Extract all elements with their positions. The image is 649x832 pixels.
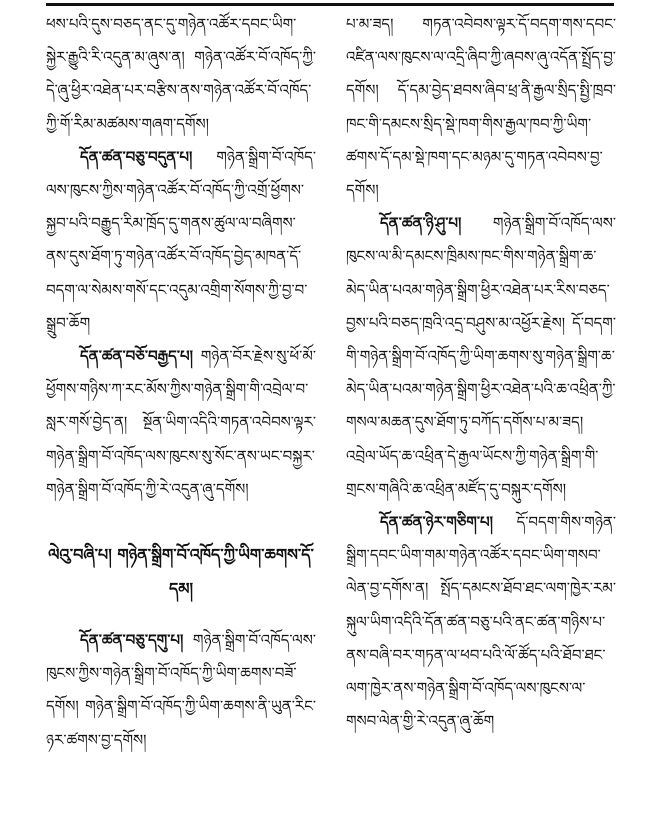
paragraph [46, 8, 316, 141]
article-heading: དོན་ཚན་བཅུ་དགུ་པ། [80, 631, 184, 650]
article-text: གཉེན་སྒྲིག་བོ་འཁོད་ལས་ཁུངས་ཀྱིས་གཉེན་སྒྲིག་བོ་འཁོད་ཀྱི་ཡིག་ཆགས་བཟོ་དགོས། གཉེན་སྒྲིག་བོ་འཁོད་ཀྱི་ཡིག་ཆགས་ནི་ཡུན་རིང་ཉར་ཚགས་བྱ་དགོས། [46, 631, 316, 749]
article-heading: དོན་ཚན་ཉེར་གཅིག་པ། [380, 513, 493, 532]
article-20 [346, 207, 616, 506]
paragraph-text: ཕས་པའི་དུས་བཅད་ནང་དུ་གཉེན་འཚོར་དབང་ཡིག་སྐྱེར་རྒྱུའི་རི་འདུན་མ་ཞུས་ན། གཉེན་འཚོར་བོ་འཁོད་ཀྱི་དེ་ཞུ་ཕྱིར་འཐེན་པར་བརྩིས་ནས་གཉེན་འཚོར་བོ་འཁོད་ཀྱི་གོ་རིམ་མཚམས་གཞག་དགོས། [46, 15, 316, 133]
article-19 [46, 624, 316, 757]
article-21 [346, 506, 616, 738]
article-heading: དོན་ཚན་བཅོ་བརྒྱད་པ། [80, 347, 193, 366]
article-heading: དོན་ཚན་བཅུ་བདུན་པ། [80, 147, 193, 166]
article-text: གཉེན་སྒྲིག་བོ་འཁོད་ལས་ཁུངས་ཀྱིས་གཉེན་འཚོར་བོ་འཁོད་ཀྱི་འགྲོ་ཕྱོགས་སྐྱབ་པའི་བརྒྱུད་རིམ་ཁྲོད་དུ་གནས་ཚུལ་ལ་བཞིགས་ནས་དུས་ཐོག་ཏུ་གཉེན་འཚོར་བོ་འཁོད་བྱེད་མཁན་དོ་བདག་ལ་སེམས་གསོ་དང་འདུམ་འགྲིག་སོགས་ཀྱི་བྱ་བ་སྒྲུབ་ཆོག [46, 147, 316, 332]
chapter-title: ལེའུ་བཞི་པ། གཉེན་སྒྲིག་བོ་འཁོད་ཀྱི་ཡིག་ཆགས་དོ་དམ། [48, 545, 314, 599]
right-column [346, 8, 616, 738]
top-rule [46, 3, 614, 6]
article-text: དོ་བདག་གིས་གཉེན་སྒྲིག་དབང་ཡིག་གམ་གཉེན་འཚོར་དབང་ཡིག་གསབ་ལེན་བྱ་དགོས་ན། སྤོད་དམངས་ཐོབ་ཐང་ལག་ཁྱེར་རམ་སྐུལ་ཡིག་འདིའི་དོན་ཚན་བཅུ་པའི་ནང་ཚན་གཉིས་པ་ནས་བཞི་བར་གཏན་ལ་ཕབ་པའི་ལོ་ཚོད་པའི་ཐོབ་ཐང་ལག་ཁྱེར་ནས་གཉེན་སྒྲིག་བོ་འཁོད་ལས་ཁུངས་ལ་གསབ་ལེན་གྱི་རེ་འདུན་ཞུ་ཆོག [346, 513, 616, 731]
article-text: གཉེན་སྒྲིག་བོ་འཁོད་ལས་ཁུངས་ལ་མི་དམངས་ཁྲིམས་ཁང་གིས་གཉེན་སྒྲིག་ཆ་མེད་ཡིན་པའམ་གཉེན་སྒྲིག་ཕྱིར་འཐེན་པར་རིས་བཅད་བྱས་པའི་བཅད་ཁྲའི་འདྲ་བཤུས་མ་འཕྱོར་རྗེས། དོ་བདག་གི་གཉེན་སྒྲིག་བོ་འཁོད་ཀྱི་ཡིག་ཆགས་སུ་གཉེན་སྒྲིག་ཆ་མེད་ཡིན་པའམ་གཉེན་སྒྲིག་ཕྱིར་འཐེན་པའི་ཆ་འཕྲིན་ཀྱི་གསལ་མཆན་དུས་ཐོག་ཏུ་བཀོད་དགོས་པ་མ་ཟད། འབྲེལ་ཡོད་ཆ་འཕྲིན་དེ་རྒྱལ་ཡོངས་ཀྱི་གཉེན་སྒྲིག་གི་གྲངས་གཞིའི་ཆ་འཕྲིན་མཛོད་དུ་བསྐུར་དགོས། [346, 214, 616, 498]
article-17 [46, 141, 316, 340]
article-18 [46, 340, 316, 506]
paragraph [346, 8, 616, 207]
left-column [46, 8, 316, 757]
paragraph-text: པ་མ་ཟད། གཏན་འབེབས་ལྟར་དོ་བདག་གས་དབང་འཛིན་ལས་ཁུངས་ལ་འདྲི་ཞིབ་ཀྱི་ཞབས་ཞུ་འདོན་སྤྲོད་བྱ་དགོས། དོ་དམ་བྱེད་ཐབས་ཞིབ་ཕྲ་ནི་རྒྱལ་སྲིད་སྤྱི་ཁྲབ་ཁང་གི་དམངས་སྲིད་སྡེ་ཁག་གིས་རྒྱལ་ཁབ་ཀྱི་ཡིག་ཚགས་དོ་དམ་སྡེ་ཁག་དང་མཉམ་དུ་གཏན་འབེབས་བྱ་དགོས། [346, 15, 616, 200]
article-heading: དོན་ཚན་ཉི་ཤུ་པ། [380, 214, 462, 233]
article-text: གཉེན་བོར་རྗེས་སུ་ཕོ་མོ་ཕྱོགས་གཉིས་ཀ་རང་མོས་ཀྱིས་གཉེན་སྒྲིག་གི་འབྲེལ་བ་སླར་གསོ་བྱེད་ན། སྔོན་ཡིག་འདིའི་གཏན་འབེབས་ལྟར་གཉེན་སྒྲིག་བོ་འཁོད་ལས་ཁུངས་སུ་སོང་ནས་ཡང་བསྐྱར་གཉེན་སྒྲིག་བོ་འཁོད་ཀྱི་རེ་འདུན་ཞུ་དགོས། [46, 347, 316, 498]
